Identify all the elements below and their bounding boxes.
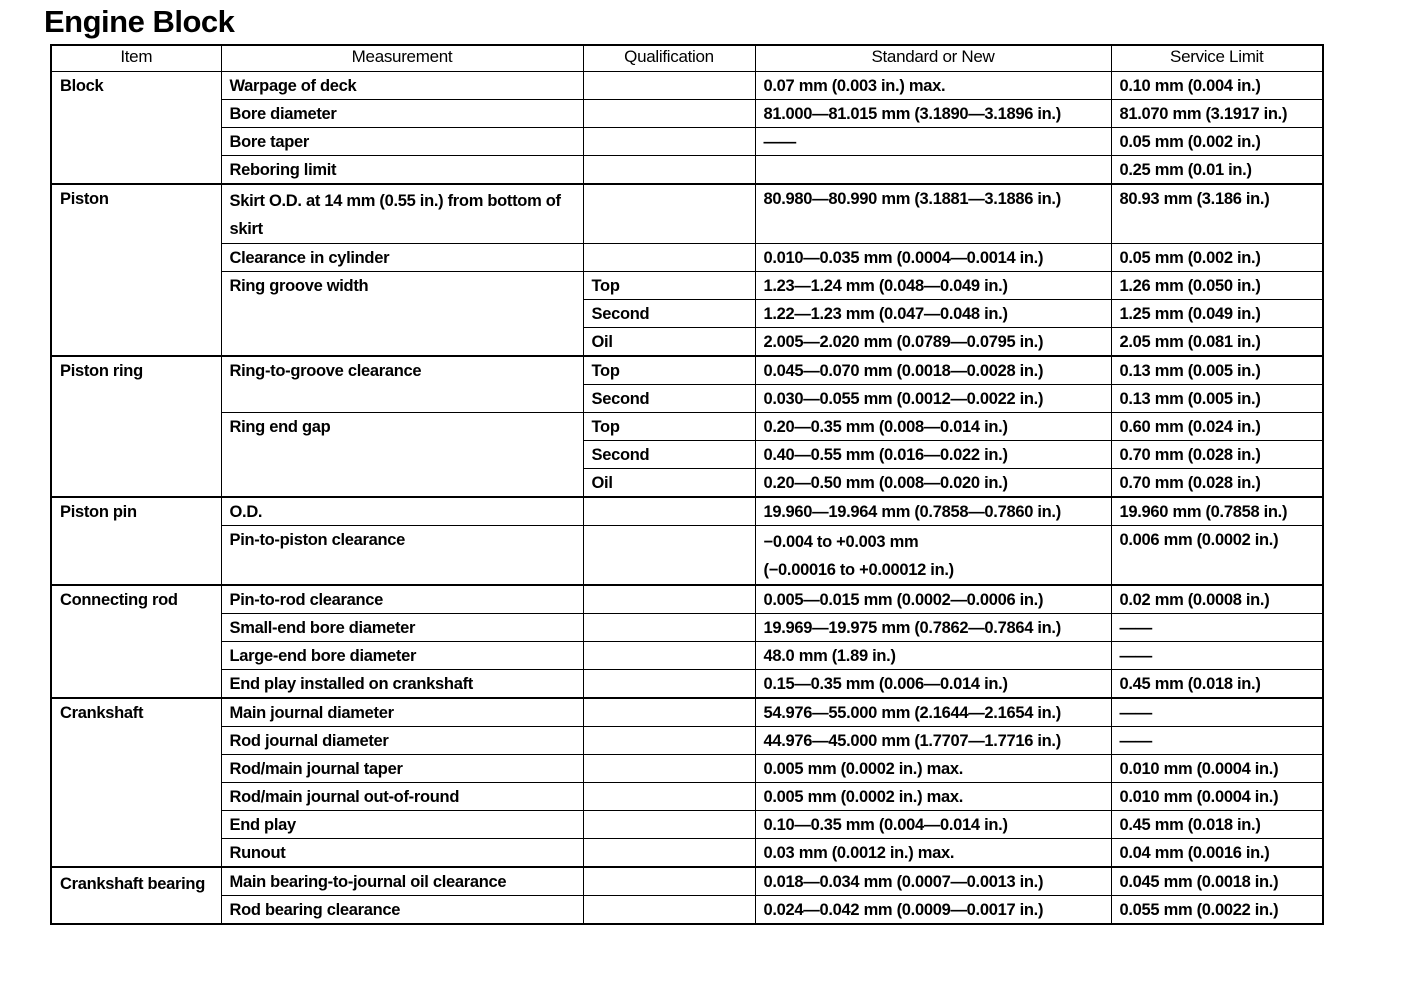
standard-cell: 0.005 mm (0.0002 in.) max. bbox=[755, 755, 1111, 783]
table-row bbox=[51, 698, 1323, 727]
qualification-cell: Oil bbox=[583, 328, 755, 357]
limit-cell: 0.25 mm (0.01 in.) bbox=[1111, 156, 1323, 185]
table-row bbox=[51, 755, 1323, 783]
measurement-cell: Small-end bore diameter bbox=[221, 614, 583, 642]
table-header-row bbox=[51, 45, 1323, 72]
table-row bbox=[51, 839, 1323, 868]
measurement-cell: Rod/main journal out-of-round bbox=[221, 783, 583, 811]
standard-cell: 44.976—45.000 mm (1.7707—1.7716 in.) bbox=[755, 727, 1111, 755]
standard-cell: 0.030—0.055 mm (0.0012—0.0022 in.) bbox=[755, 385, 1111, 413]
measurement-cell: Warpage of deck bbox=[221, 72, 583, 100]
standard-cell: 81.000—81.015 mm (3.1890—3.1896 in.) bbox=[755, 100, 1111, 128]
measurement-cell: End play bbox=[221, 811, 583, 839]
qualification-cell: Second bbox=[583, 300, 755, 328]
standard-line-1: −0.004 to +0.003 mm bbox=[763, 533, 919, 551]
qualification-cell bbox=[583, 783, 755, 811]
standard-cell: 19.960—19.964 mm (0.7858—0.7860 in.) bbox=[755, 497, 1111, 526]
measurement-cell: Ring groove width bbox=[221, 272, 583, 357]
header-qualification: Qualification bbox=[583, 45, 755, 72]
standard-cell: 0.024—0.042 mm (0.0009—0.0017 in.) bbox=[755, 896, 1111, 925]
measurement-cell: Bore diameter bbox=[221, 100, 583, 128]
standard-cell: 48.0 mm (1.89 in.) bbox=[755, 642, 1111, 670]
limit-cell: 0.45 mm (0.018 in.) bbox=[1111, 670, 1323, 699]
table-row bbox=[51, 811, 1323, 839]
limit-cell: 81.070 mm (3.1917 in.) bbox=[1111, 100, 1323, 128]
qualification-cell bbox=[583, 614, 755, 642]
standard-cell bbox=[755, 526, 1111, 586]
limit-cell: 2.05 mm (0.081 in.) bbox=[1111, 328, 1323, 357]
limit-cell: 0.70 mm (0.028 in.) bbox=[1111, 441, 1323, 469]
table-row bbox=[51, 896, 1323, 925]
table-row bbox=[51, 413, 1323, 441]
standard-cell: 0.005 mm (0.0002 in.) max. bbox=[755, 783, 1111, 811]
header-standard: Standard or New bbox=[755, 45, 1111, 72]
qualification-cell: Top bbox=[583, 272, 755, 300]
item-cell: Crankshaft bearing bbox=[51, 867, 221, 924]
qualification-cell bbox=[583, 811, 755, 839]
qualification-cell bbox=[583, 72, 755, 100]
qualification-cell: Top bbox=[583, 356, 755, 385]
standard-cell: 0.15—0.35 mm (0.006—0.014 in.) bbox=[755, 670, 1111, 699]
standard-cell: 0.005—0.015 mm (0.0002—0.0006 in.) bbox=[755, 585, 1111, 614]
qualification-cell: Second bbox=[583, 441, 755, 469]
limit-cell: 0.010 mm (0.0004 in.) bbox=[1111, 783, 1323, 811]
table-row bbox=[51, 72, 1323, 100]
measurement-cell: O.D. bbox=[221, 497, 583, 526]
qualification-cell: Oil bbox=[583, 469, 755, 498]
standard-cell: 0.10—0.35 mm (0.004—0.014 in.) bbox=[755, 811, 1111, 839]
item-cell: Piston bbox=[51, 184, 221, 356]
measurement-cell: Large-end bore diameter bbox=[221, 642, 583, 670]
measurement-cell: Rod/main journal taper bbox=[221, 755, 583, 783]
header-limit: Service Limit bbox=[1111, 45, 1323, 72]
measurement-cell: Ring end gap bbox=[221, 413, 583, 498]
qualification-cell bbox=[583, 585, 755, 614]
qualification-cell bbox=[583, 670, 755, 699]
measurement-cell: Skirt O.D. at 14 mm (0.55 in.) from bottom of skirt bbox=[221, 184, 583, 244]
measurement-cell: End play installed on crankshaft bbox=[221, 670, 583, 699]
item-cell: Piston pin bbox=[51, 497, 221, 585]
measurement-cell: Rod journal diameter bbox=[221, 727, 583, 755]
qualification-cell: Second bbox=[583, 385, 755, 413]
table-row bbox=[51, 727, 1323, 755]
table-row bbox=[51, 128, 1323, 156]
table-row bbox=[51, 585, 1323, 614]
table-row bbox=[51, 642, 1323, 670]
measurement-cell: Ring-to-groove clearance bbox=[221, 356, 583, 413]
standard-cell: 0.40—0.55 mm (0.016—0.022 in.) bbox=[755, 441, 1111, 469]
spec-table bbox=[50, 44, 1324, 925]
measurement-cell: Pin-to-rod clearance bbox=[221, 585, 583, 614]
measurement-cell: Clearance in cylinder bbox=[221, 244, 583, 272]
standard-cell bbox=[755, 156, 1111, 185]
limit-cell: 0.13 mm (0.005 in.) bbox=[1111, 385, 1323, 413]
table-row bbox=[51, 156, 1323, 185]
table-row bbox=[51, 100, 1323, 128]
standard-cell: —— bbox=[755, 128, 1111, 156]
table-row bbox=[51, 614, 1323, 642]
standard-cell: 1.22—1.23 mm (0.047—0.048 in.) bbox=[755, 300, 1111, 328]
limit-cell: —— bbox=[1111, 614, 1323, 642]
limit-cell: 0.02 mm (0.0008 in.) bbox=[1111, 585, 1323, 614]
limit-cell: —— bbox=[1111, 698, 1323, 727]
qualification-cell bbox=[583, 184, 755, 244]
header-measurement: Measurement bbox=[221, 45, 583, 72]
table-row bbox=[51, 244, 1323, 272]
qualification-cell bbox=[583, 867, 755, 896]
table-row bbox=[51, 526, 1323, 586]
standard-cell: 54.976—55.000 mm (2.1644—2.1654 in.) bbox=[755, 698, 1111, 727]
qualification-cell bbox=[583, 128, 755, 156]
standard-cell: 19.969—19.975 mm (0.7862—0.7864 in.) bbox=[755, 614, 1111, 642]
limit-cell: 0.05 mm (0.002 in.) bbox=[1111, 128, 1323, 156]
measurement-cell: Main bearing-to-journal oil clearance bbox=[221, 867, 583, 896]
qualification-cell bbox=[583, 755, 755, 783]
measurement-cell: Bore taper bbox=[221, 128, 583, 156]
table-row bbox=[51, 272, 1323, 300]
limit-cell: 0.05 mm (0.002 in.) bbox=[1111, 244, 1323, 272]
measurement-cell: Runout bbox=[221, 839, 583, 868]
limit-cell: 0.055 mm (0.0022 in.) bbox=[1111, 896, 1323, 925]
standard-cell: 0.20—0.35 mm (0.008—0.014 in.) bbox=[755, 413, 1111, 441]
limit-cell: 0.010 mm (0.0004 in.) bbox=[1111, 755, 1323, 783]
measurement-cell: Reboring limit bbox=[221, 156, 583, 185]
standard-cell: 80.980—80.990 mm (3.1881—3.1886 in.) bbox=[755, 184, 1111, 244]
qualification-cell bbox=[583, 244, 755, 272]
standard-cell: 0.20—0.50 mm (0.008—0.020 in.) bbox=[755, 469, 1111, 498]
measurement-cell: Rod bearing clearance bbox=[221, 896, 583, 925]
limit-cell: 0.04 mm (0.0016 in.) bbox=[1111, 839, 1323, 868]
standard-cell: 0.045—0.070 mm (0.0018—0.0028 in.) bbox=[755, 356, 1111, 385]
standard-cell: 2.005—2.020 mm (0.0789—0.0795 in.) bbox=[755, 328, 1111, 357]
standard-cell: 1.23—1.24 mm (0.048—0.049 in.) bbox=[755, 272, 1111, 300]
item-cell: Connecting rod bbox=[51, 585, 221, 698]
table-row bbox=[51, 670, 1323, 699]
limit-cell: —— bbox=[1111, 642, 1323, 670]
limit-cell: 0.45 mm (0.018 in.) bbox=[1111, 811, 1323, 839]
limit-cell: —— bbox=[1111, 727, 1323, 755]
qualification-cell bbox=[583, 100, 755, 128]
qualification-cell bbox=[583, 698, 755, 727]
standard-cell: 0.07 mm (0.003 in.) max. bbox=[755, 72, 1111, 100]
qualification-cell bbox=[583, 896, 755, 925]
standard-cell: 0.010—0.035 mm (0.0004—0.0014 in.) bbox=[755, 244, 1111, 272]
qualification-cell bbox=[583, 839, 755, 868]
item-cell: Crankshaft bbox=[51, 698, 221, 867]
qualification-cell bbox=[583, 497, 755, 526]
item-cell: Piston ring bbox=[51, 356, 221, 497]
limit-cell: 0.60 mm (0.024 in.) bbox=[1111, 413, 1323, 441]
standard-cell: 0.03 mm (0.0012 in.) max. bbox=[755, 839, 1111, 868]
item-cell: Block bbox=[51, 72, 221, 185]
table-row bbox=[51, 356, 1323, 385]
qualification-cell bbox=[583, 526, 755, 586]
table-row bbox=[51, 497, 1323, 526]
table-row bbox=[51, 867, 1323, 896]
standard-line-2: (−0.00016 to +0.00012 in.) bbox=[763, 561, 954, 579]
limit-cell: 80.93 mm (3.186 in.) bbox=[1111, 184, 1323, 244]
qualification-cell bbox=[583, 156, 755, 185]
measurement-cell: Main journal diameter bbox=[221, 698, 583, 727]
qualification-cell bbox=[583, 727, 755, 755]
limit-cell: 0.045 mm (0.0018 in.) bbox=[1111, 867, 1323, 896]
table-row bbox=[51, 184, 1323, 244]
standard-cell: 0.018—0.034 mm (0.0007—0.0013 in.) bbox=[755, 867, 1111, 896]
limit-cell: 19.960 mm (0.7858 in.) bbox=[1111, 497, 1323, 526]
page-title: Engine Block bbox=[44, 4, 235, 39]
qualification-cell: Top bbox=[583, 413, 755, 441]
limit-cell: 0.70 mm (0.028 in.) bbox=[1111, 469, 1323, 498]
qualification-cell bbox=[583, 642, 755, 670]
limit-cell: 0.006 mm (0.0002 in.) bbox=[1111, 526, 1323, 586]
table-row bbox=[51, 783, 1323, 811]
limit-cell: 1.25 mm (0.049 in.) bbox=[1111, 300, 1323, 328]
header-item: Item bbox=[51, 45, 221, 72]
limit-cell: 0.13 mm (0.005 in.) bbox=[1111, 356, 1323, 385]
measurement-cell: Pin-to-piston clearance bbox=[221, 526, 583, 586]
limit-cell: 0.10 mm (0.004 in.) bbox=[1111, 72, 1323, 100]
limit-cell: 1.26 mm (0.050 in.) bbox=[1111, 272, 1323, 300]
